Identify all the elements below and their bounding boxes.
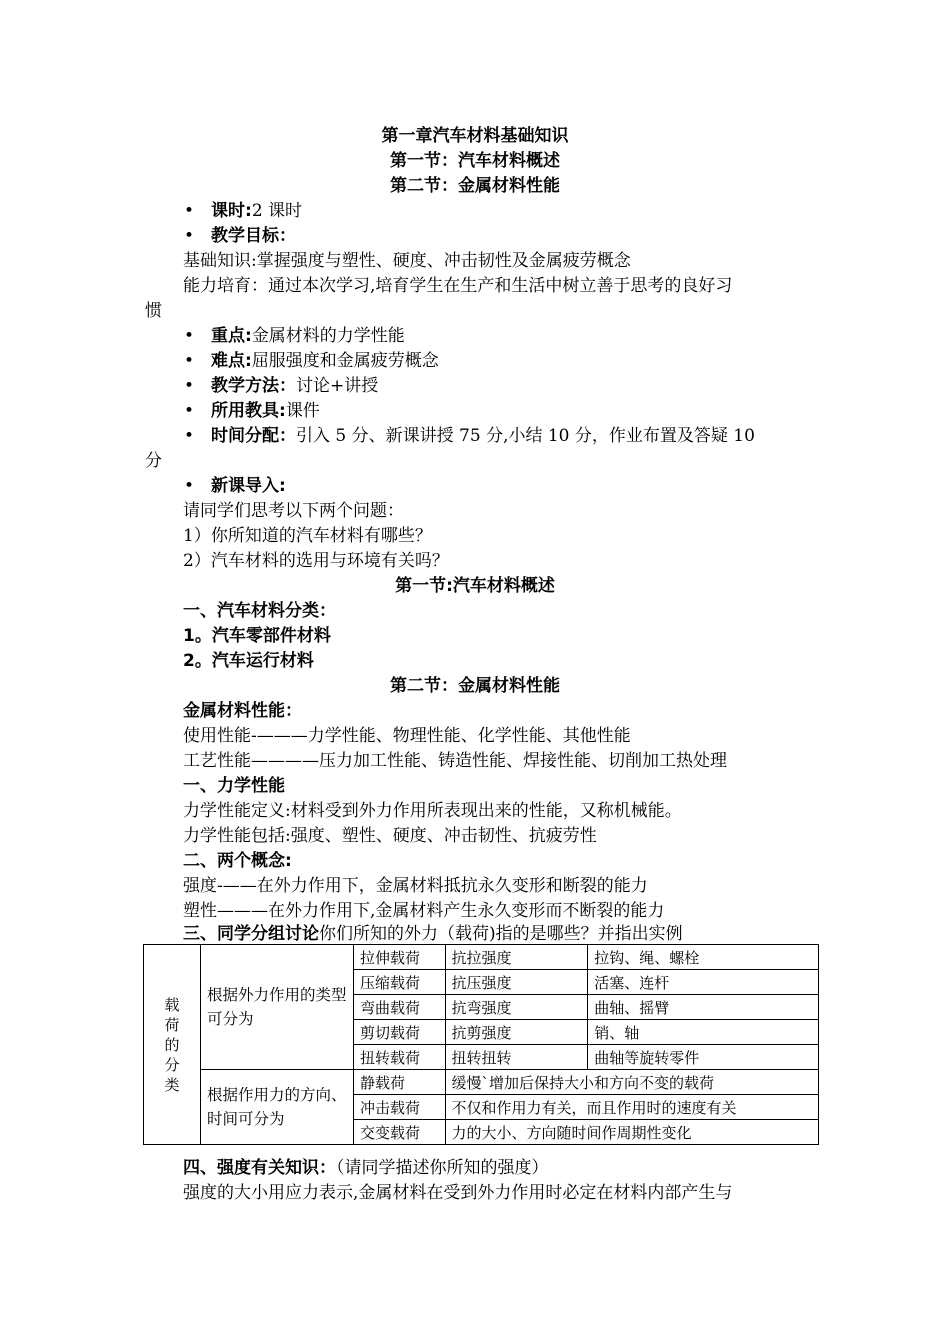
group-discussion	[183, 922, 683, 946]
bullet-icon: •	[183, 476, 195, 496]
group-question: 你们所知的外力（载荷)指的是哪些？并指出实例	[319, 924, 683, 944]
table-cell: 缓慢`增加后保持大小和方向不变的载荷	[445, 1070, 819, 1095]
intro-question-1: 1）你所知道的汽车材料有哪些？	[183, 526, 432, 546]
table-cell: 冲击载荷	[354, 1095, 446, 1120]
goals-label: 教学目标：	[211, 226, 296, 246]
concepts-heading: 二、两个概念:	[183, 851, 292, 871]
section2-heading: 第二节：金属材料性能	[390, 676, 560, 696]
mech-includes: 力学性能包括:强度、塑性、硬度、冲击韧性、抗疲劳性	[183, 826, 597, 846]
group2-label: 根据作用力的方向、时间可分为	[201, 1070, 354, 1145]
metal-props-heading: 金属材料性能：	[183, 701, 302, 721]
table-cell: 拉伸载荷	[354, 945, 446, 970]
table-cell: 活塞、连杆	[588, 970, 819, 995]
process-props: 工艺性能————压力加工性能、铸造性能、焊接性能、切削加工热处理	[183, 751, 727, 771]
time-label: 时间分配：	[211, 426, 296, 446]
table-cell: 交变载荷	[354, 1120, 446, 1145]
hours-value: 2 课时	[251, 201, 303, 221]
plasticity-definition: 塑性———在外力作用下,金属材料产生永久变形而不断裂的能力	[183, 901, 665, 921]
bullet-icon: •	[183, 401, 195, 421]
key-label: 重点:	[211, 326, 252, 346]
key-item	[211, 324, 405, 348]
hours-item	[211, 199, 302, 223]
time-item	[211, 424, 755, 448]
method-label: 教学方法：	[211, 376, 296, 396]
group-heading: 三、同学分组讨论	[183, 924, 319, 944]
classify-heading: 一、汽车材料分类：	[183, 601, 336, 621]
table-cell: 扭转载荷	[354, 1045, 446, 1070]
mech-definition: 力学性能定义:材料受到外力作用所表现出来的性能，又称机械能。	[183, 801, 682, 821]
section1-heading: 第一节:汽车材料概述	[395, 576, 555, 596]
tools-value: 课件	[285, 401, 320, 421]
table-cell: 抗压强度	[445, 970, 588, 995]
table-row	[144, 1070, 819, 1095]
bullet-icon: •	[183, 426, 195, 446]
table-cell: 剪切载荷	[354, 1020, 446, 1045]
table-row	[144, 945, 819, 970]
intro-label: 新课导入:	[211, 476, 286, 496]
bullet-icon: •	[183, 226, 195, 246]
bullet-icon: •	[183, 376, 195, 396]
table-cell: 不仅和作用力有关，而且作用时的速度有关	[445, 1095, 819, 1120]
method-item	[211, 374, 378, 398]
table-cell: 弯曲载荷	[354, 995, 446, 1020]
use-props: 使用性能-———力学性能、物理性能、化学性能、其他性能	[183, 726, 631, 746]
load-classification-table	[143, 944, 819, 1145]
table-cell: 销、轴	[588, 1020, 819, 1045]
table-cell: 抗弯强度	[445, 995, 588, 1020]
time-value: 引入 5 分、新课讲授 75 分,小结 10 分，作业布置及答疑 10	[296, 426, 755, 446]
time-value-wrap: 分	[145, 451, 162, 471]
intro-question-2: 2）汽车材料的选用与环境有关吗？	[183, 551, 449, 571]
bullet-icon: •	[183, 201, 195, 221]
tools-label: 所用教具:	[211, 401, 286, 421]
classify-item-2: 2。汽车运行材料	[183, 651, 314, 671]
table-cell: 曲轴、摇臂	[588, 995, 819, 1020]
group1-label: 根据外力作用的类型可分为	[201, 945, 354, 1070]
strength-definition: 强度-——在外力作用下，金属材料抵抗永久变形和断裂的能力	[183, 876, 648, 896]
chapter-title: 第一章汽车材料基础知识	[381, 126, 569, 146]
intro-prompt: 请同学们思考以下两个问题：	[183, 501, 404, 521]
table-cell: 曲轴等旋转零件	[588, 1045, 819, 1070]
table-cell: 力的大小、方向随时间作周期性变化	[445, 1120, 819, 1145]
strength-section	[183, 1156, 549, 1180]
difficulty-value: 屈服强度和金属疲劳概念	[251, 351, 439, 371]
bullet-icon: •	[183, 351, 195, 371]
section2-title: 第二节：金属材料性能	[390, 176, 560, 196]
table-cell: 抗拉强度	[445, 945, 588, 970]
goals-basic: 基础知识:掌握强度与塑性、硬度、冲击韧性及金属疲劳概念	[183, 251, 631, 271]
table-cell: 拉钩、绳、螺栓	[588, 945, 819, 970]
difficulty-label: 难点:	[211, 351, 252, 371]
difficulty-item	[211, 349, 439, 373]
table-cell: 扭转扭转	[445, 1045, 588, 1070]
strength-heading: 四、强度有关知识：	[183, 1158, 336, 1178]
section1-title: 第一节：汽车材料概述	[390, 151, 560, 171]
bullet-icon: •	[183, 326, 195, 346]
tools-item	[211, 399, 320, 423]
method-value: 讨论+讲授	[296, 376, 379, 396]
table-cell: 抗剪强度	[445, 1020, 588, 1045]
table-cell: 压缩载荷	[354, 970, 446, 995]
classify-item-1: 1。汽车零部件材料	[183, 626, 331, 646]
strength-paragraph: 强度的大小用应力表示,金属材料在受到外力作用时必定在材料内部产生与	[183, 1183, 733, 1203]
hours-label: 课时:	[211, 201, 252, 221]
key-value: 金属材料的力学性能	[251, 326, 405, 346]
goals-ability: 能力培育：通过本次学习,培育学生在生产和生活中树立善于思考的良好习	[183, 276, 733, 296]
table-cell: 静载荷	[354, 1070, 446, 1095]
mech-heading: 一、力学性能	[183, 776, 285, 796]
goals-ability-wrap: 惯	[145, 301, 162, 321]
strength-heading-note: （请同学描述你所知的强度）	[336, 1158, 549, 1178]
table-side-label: 载荷的分类	[144, 945, 201, 1145]
